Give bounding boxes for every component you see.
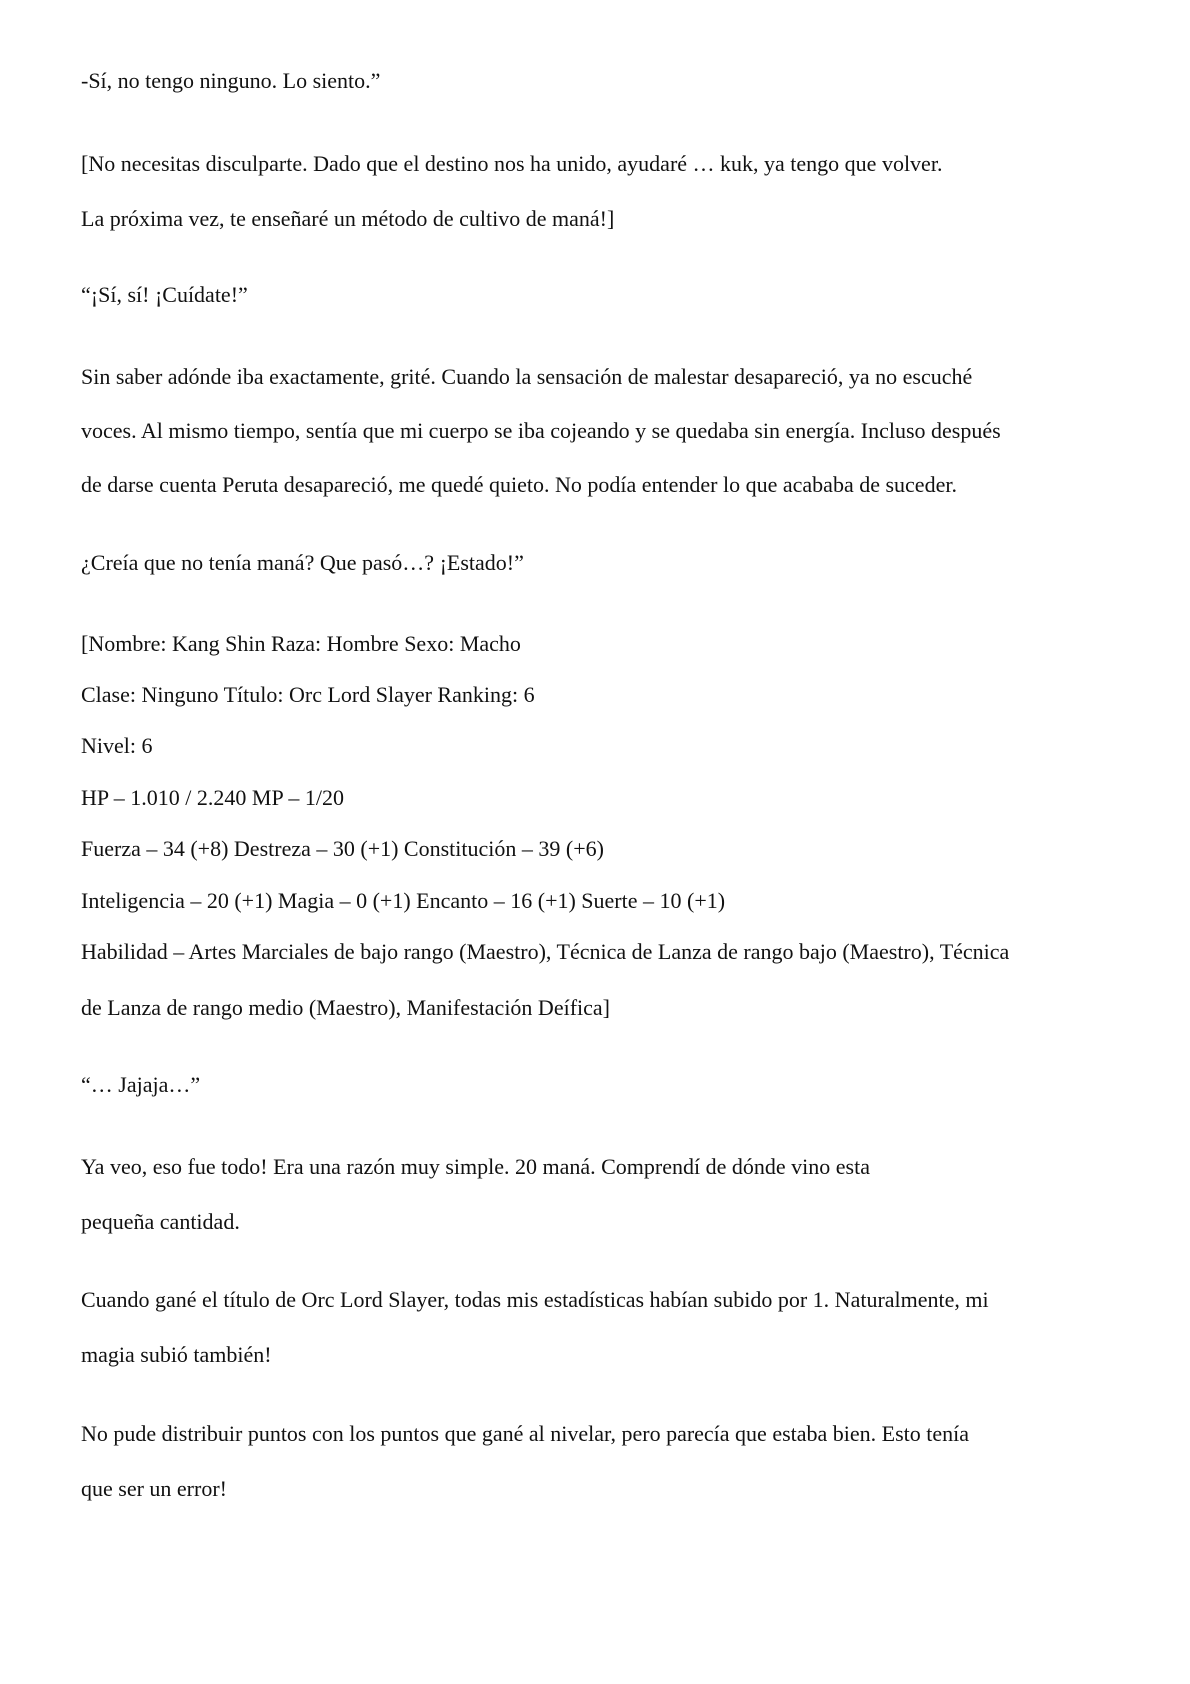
text-line: magia subió también! [81, 1342, 272, 1367]
text-line: Habilidad – Artes Marciales de bajo rango (Maestro), Técnica de Lanza de rango bajo (Maestro), Técnica [81, 939, 1010, 964]
text-line: Clase: Ninguno Título: Orc Lord Slayer Ranking: 6 [81, 682, 535, 707]
text-line: “… Jajaja…” [81, 1072, 201, 1097]
text-line: [Nombre: Kang Shin Raza: Hombre Sexo: Macho [81, 631, 521, 656]
text-line: de Lanza de rango medio (Maestro), Manifestación Deífica] [81, 995, 610, 1020]
text-line: voces. Al mismo tiempo, sentía que mi cuerpo se iba cojeando y se quedaba sin energía. Incluso después [81, 418, 1001, 443]
text-line: -Sí, no tengo ninguno. Lo siento.” [81, 68, 381, 93]
text-line: La próxima vez, te enseñaré un método de cultivo de maná!] [81, 206, 615, 231]
text-line: Nivel: 6 [81, 733, 153, 758]
text-line: [No necesitas disculparte. Dado que el destino nos ha unido, ayudaré … kuk, ya tengo que volver. [81, 151, 943, 176]
text-line: Inteligencia – 20 (+1) Magia – 0 (+1) Encanto – 16 (+1) Suerte – 10 (+1) [81, 888, 726, 913]
text-line: Ya veo, eso fue todo! Era una razón muy simple. 20 maná. Comprendí de dónde vino esta [81, 1154, 870, 1179]
text-line: Cuando gané el título de Orc Lord Slayer, todas mis estadísticas habían subido por 1. Naturalmente, mi [81, 1287, 989, 1312]
text-line: Fuerza – 34 (+8) Destreza – 30 (+1) Constitución – 39 (+6) [81, 836, 604, 861]
text-line: pequeña cantidad. [81, 1209, 240, 1234]
text-line: ¿Creía que no tenía maná? Que pasó…? ¡Estado!” [81, 550, 524, 575]
text-line: que ser un error! [81, 1476, 227, 1501]
text-line: “¡Sí, sí! ¡Cuídate!” [81, 282, 248, 307]
text-line: Sin saber adónde iba exactamente, grité. Cuando la sensación de malestar desapareció, ya no escuché [81, 364, 973, 389]
text-line: de darse cuenta Peruta desapareció, me quedé quieto. No podía entender lo que acababa de suceder. [81, 472, 957, 497]
text-line: No pude distribuir puntos con los puntos que gané al nivelar, pero parecía que estaba bien. Esto tenía [81, 1421, 970, 1446]
text-line: HP – 1.010 / 2.240 MP – 1/20 [81, 785, 345, 810]
